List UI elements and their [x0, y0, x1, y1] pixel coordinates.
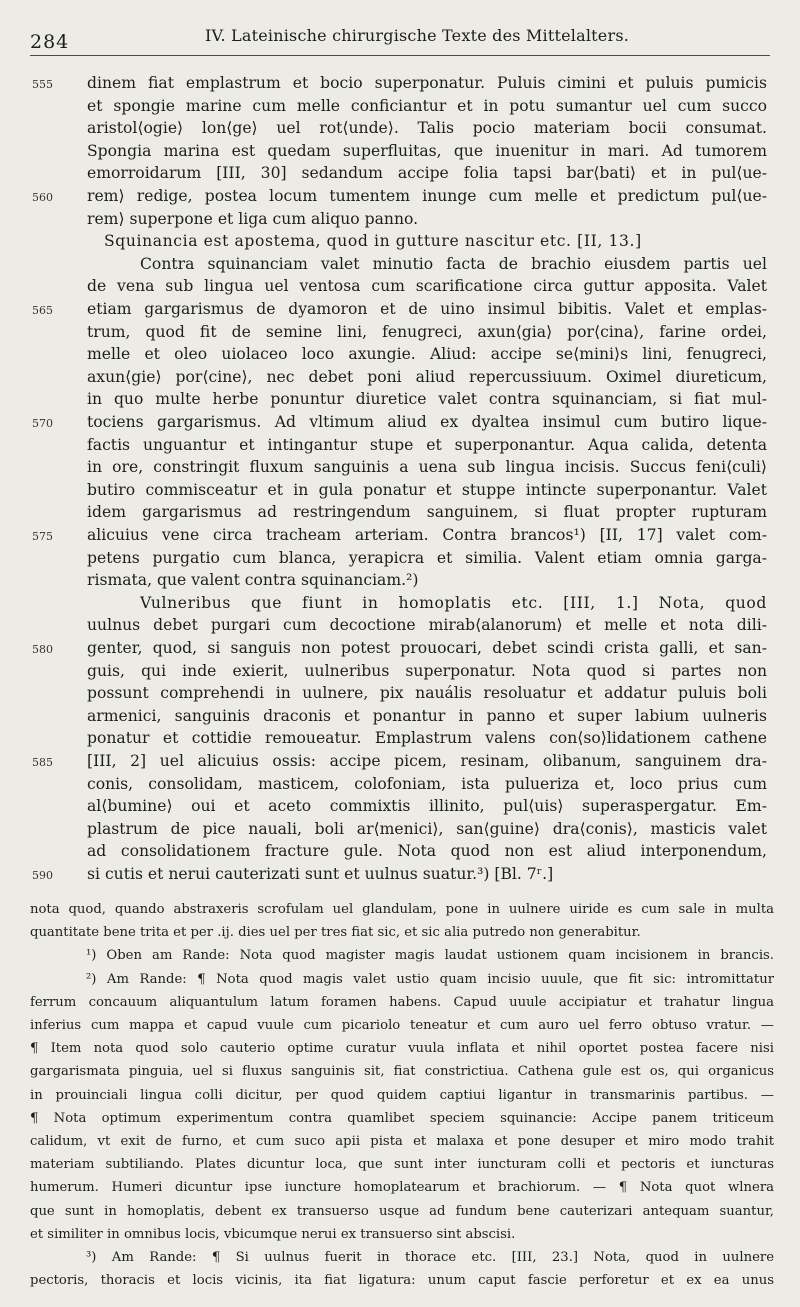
line-text: Spongia marina est quedam superfluitas, que inuenitur in mari. Ad tumorem — [87, 141, 767, 160]
line-text: ad consolidationem fracture gule. Nota quod non est aliud interponendum, — [87, 842, 767, 861]
text-line — [0, 321, 800, 343]
text-line — [0, 637, 800, 659]
line-text: rem⟩ superpone et liga cum aliquo panno. — [87, 209, 419, 228]
line-text: et spongie marine cum melle conficiantur et in potu sumantur uel cum succo — [87, 96, 767, 115]
text-line — [0, 705, 800, 727]
line-text: armenici, sanguinis draconis et ponantur in panno et super labium uulneris — [87, 706, 767, 725]
line-text: Squinancia est apostema, quod in gutture nascitur etc. [II, 13.] — [104, 232, 642, 251]
text-line — [0, 524, 800, 546]
line-text: uulnus debet purgari cum decoctione mirab⟨alanorum⟩ et melle et nota dili- — [87, 616, 767, 635]
line-number: 585 — [32, 756, 53, 769]
line-text: rem⟩ redige, postea locum tumentem inunge cum melle et predictum pul⟨ue- — [87, 187, 767, 205]
line-text: [III, 2] uel alicuius ossis: accipe picem, resinam, olibanum, sanguinem dra- — [87, 752, 767, 770]
text-line — [0, 366, 800, 388]
text-line — [0, 863, 800, 885]
text-line — [0, 818, 800, 840]
line-number: 560 — [32, 191, 53, 204]
text-line — [0, 547, 800, 569]
header-rule — [30, 55, 770, 56]
footnote-line: ²) Am Rande: ¶ Nota quod magis valet ustio quam incisio uuule, que fit sic: intromittatur — [86, 971, 774, 987]
footnote-line: ¹) Oben am Rande: Nota quod magister magis laudat ustionem quam incisionem in brancis. — [86, 948, 774, 964]
footnote-line: ¶ Item nota quod solo cauterio optime curatur vuula inflata et nihil oportet postea facere nisi — [30, 1041, 774, 1057]
text-line — [0, 298, 800, 320]
line-number: 580 — [32, 643, 53, 656]
line-text: axun⟨gie⟩ por⟨cine⟩, nec debet poni aliud repercussiuum. Oximel diureticum, — [87, 367, 767, 386]
text-line — [0, 253, 800, 275]
line-text: dinem fiat emplastrum et bocio superponatur. Puluis cimini et puluis pumicis — [87, 74, 767, 92]
text-line — [0, 750, 800, 772]
text-line — [0, 185, 800, 207]
running-head: IV. Lateinische chirurgische Texte des Mittelalters. — [205, 26, 630, 45]
line-text: possunt comprehendi in uulnere, pix nauális resoluatur et addatur puluis boli — [87, 684, 767, 703]
line-text: trum, quod fit de semine lini, fenugreci, axun⟨gia⟩ por⟨cina⟩, farine ordei, — [87, 322, 767, 341]
footnote-line: quantitate bene trita et per .ij. dies uel per tres fiat sic, et sic alia putredo non generabitur. — [30, 925, 641, 941]
footnote-line: gargarismata pinguia, uel si fluxus sanguinis sit, fiat constrictiua. Cathena gule est os, qui organicus — [30, 1064, 774, 1080]
line-number: 590 — [32, 869, 53, 882]
line-number: 565 — [32, 304, 53, 317]
line-text: emorroidarum [III, 30] sedandum accipe folia tapsi bar⟨bati⟩ et in pul⟨ue- — [87, 164, 767, 183]
text-line — [0, 275, 800, 297]
text-line — [0, 795, 800, 817]
text-line — [0, 614, 800, 636]
text-line — [0, 840, 800, 862]
page-header — [0, 26, 800, 54]
text-line — [0, 117, 800, 139]
line-text: melle et oleo uiolaceo loco axungie. Aliud: accipe se⟨mini⟩s lini, fenugreci, — [87, 345, 767, 364]
line-number: 555 — [32, 78, 53, 91]
line-text: de vena sub lingua uel ventosa cum scarificatione circa guttur apposita. Valet — [87, 277, 767, 296]
footnote-line: calidum, vt exit de furno, et cum suco apii pista et malaxa et pone desuper et miro modo trahit — [30, 1134, 774, 1149]
line-text: plastrum de pice nauali, boli ar⟨menici⟩, san⟨guine⟩ dra⟨conis⟩, masticis valet — [87, 819, 767, 838]
text-line — [0, 411, 800, 433]
footnote-line: ³) Am Rande: ¶ Si uulnus fuerit in thorace etc. [III, 23.] Nota, quod in uulnere — [86, 1250, 774, 1265]
footnote-line: que sunt in homoplatis, debent ex transuerso usque ad fundum bene cauterizari antequam suantur, — [30, 1203, 774, 1219]
footnote-line: in prouinciali lingua colli dicitur, per quod quidem captiui ligantur in transmarinis partibus. — — [30, 1087, 774, 1103]
line-text: etiam gargarismus de dyamoron et de uino insimul bibitis. Valet et emplas- — [87, 300, 767, 318]
text-line — [0, 501, 800, 523]
line-text: in ore, constringit fluxum sanguinis a uena sub lingua incisis. Succus feni⟨culi⟩ — [87, 458, 767, 477]
text-line — [0, 208, 800, 230]
footnote-line: ferrum concauum aliquantulum latum foramen habens. Capud uuule accipiatur et trahatur lingua — [30, 994, 774, 1010]
line-text: genter, quod, si sanguis non potest prouocari, debet scindi crista galli, et san- — [87, 639, 767, 657]
line-text: guis, qui inde exierit, uulneribus superponatur. Nota quod si partes non — [87, 661, 767, 680]
text-line — [0, 456, 800, 478]
line-text: si cutis et nerui cauterizati sunt et uulnus suatur.³) [Bl. 7ʳ.] — [87, 865, 554, 883]
footnote-line: pectoris, thoracis et locis vicinis, ita fiat ligatura: unum caput fascie perforetur et ex ea unus — [30, 1273, 774, 1289]
text-line — [0, 388, 800, 410]
text-line — [0, 682, 800, 704]
footnote-line: materiam subtiliando. Plates dicuntur loca, que sunt inter iuncturam colli et pectoris et iuncturas — [30, 1157, 774, 1173]
page-number: 284 — [30, 31, 70, 53]
text-line — [0, 660, 800, 682]
line-number: 570 — [32, 417, 53, 430]
line-text: aristol⟨ogie⟩ lon⟨ge⟩ uel rot⟨unde⟩. Talis pocio materiam bocii consumat. — [87, 119, 767, 138]
text-line — [0, 434, 800, 456]
text-line — [0, 95, 800, 117]
line-text: butiro commisceatur et in gula ponatur et stuppe intincte superponantur. Valet — [87, 480, 767, 499]
text-line — [0, 479, 800, 501]
text-line — [0, 727, 800, 749]
line-number: 575 — [32, 530, 53, 543]
text-line — [0, 162, 800, 184]
line-text: ponatur et cottidie remoueatur. Emplastrum valens con⟨so⟩lidationem cathene — [87, 729, 767, 748]
text-line — [0, 343, 800, 365]
text-line — [0, 569, 800, 591]
line-text: al⟨bumine⟩ oui et aceto commixtis illinito, pul⟨uis⟩ superaspergatur. Em- — [87, 797, 767, 816]
text-line — [0, 230, 800, 252]
text-line — [0, 140, 800, 162]
footnote-line: et similiter in omnibus locis, vbicumque nerui ex transuerso sint abscisi. — [30, 1226, 516, 1242]
line-text: petens purgatio cum blanca, yerapicra et similia. Valent etiam omnia garga- — [87, 548, 767, 567]
line-text: rismata, que valent contra squinanciam.²) — [87, 571, 419, 590]
text-line — [0, 592, 800, 614]
line-text: Vulneribus que fiunt in homoplatis etc. [III, 1.] Nota, quod — [140, 593, 767, 612]
footnote-line: ¶ Nota optimum experimentum contra quamlibet speciem squinancie: Accipe panem triticeum — [30, 1110, 774, 1126]
footnote-line: humerum. Humeri dicuntur ipse iuncture homoplatearum et brachiorum. — ¶ Nota quot wlnera — [30, 1180, 774, 1196]
text-line — [0, 72, 800, 94]
footnote-line: nota quod, quando abstraxeris scrofulam uel glandulam, pone in uulnere uiride es cum sale in multa — [30, 902, 774, 917]
line-text: tociens gargarismus. Ad vltimum aliud ex dyaltea insimul cum butiro lique- — [87, 413, 767, 431]
line-text: in quo multe herbe ponuntur diuretice valet contra squinanciam, si fiat mul- — [87, 390, 767, 409]
footnote-line: inferius cum mappa et capud vuule cum picariolo teneatur et cum auro uel ferro obtuso vratur. — — [30, 1018, 774, 1033]
line-text: idem gargarismus ad restringendum sanguinem, si fluat propter rupturam — [87, 503, 767, 522]
line-text: conis, consolidam, masticem, colofoniam, ista pulueriza et, loco prius cum — [87, 774, 767, 793]
line-text: alicuius vene circa tracheam arteriam. Contra brancos¹) [II, 17] valet com- — [87, 526, 767, 544]
line-text: Contra squinanciam valet minutio facta de brachio eiusdem partis uel — [140, 254, 767, 273]
text-line — [0, 773, 800, 795]
line-text: factis unguantur et intingantur stupe et superponantur. Aqua calida, detenta — [87, 435, 767, 454]
